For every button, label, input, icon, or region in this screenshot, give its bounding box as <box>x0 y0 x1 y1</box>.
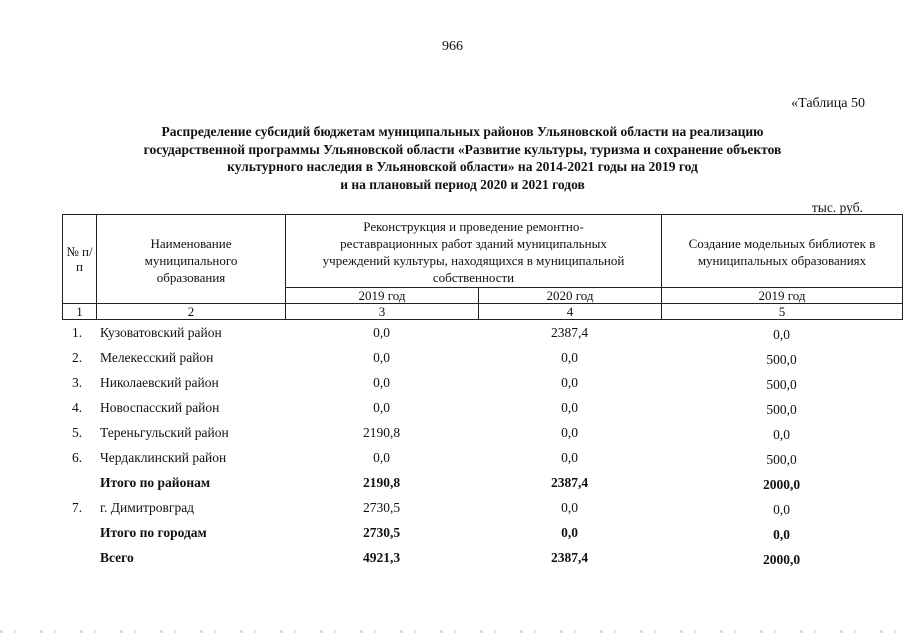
title-line: культурного наследия в Ульяновской области» на 2014-2021 годы на 2019 год <box>227 159 698 174</box>
row-name: Кузоватовский район <box>100 324 222 340</box>
row-number: 2. <box>72 349 83 365</box>
row-name: г. Димитровград <box>100 499 195 515</box>
row-value-2019: 4921,3 <box>362 549 401 565</box>
row-value-libraries-2019: 0,0 <box>773 427 790 442</box>
row-name: Новоспасский район <box>100 399 220 415</box>
table-body <box>62 320 902 570</box>
row-name: Всего <box>100 549 134 565</box>
row-value-libraries-2019: 500,0 <box>766 352 797 367</box>
title-line: государственной программы Ульяновской области «Развитие культуры, туризма и сохранение объектов <box>143 141 782 157</box>
header-index: 5 <box>662 304 903 320</box>
row-value-2019: 2190,8 <box>362 474 401 490</box>
table-title <box>60 123 865 193</box>
header-col-reconstruction: Реконструкция и проведение ремонтно-реставрационных работ зданий муниципальных учреждений культуры, находящихся в муниципальной собственности <box>286 215 662 288</box>
header-year-2019: 2019 год <box>286 288 479 304</box>
header-index: 3 <box>286 304 479 320</box>
page-number: 966 <box>442 39 463 54</box>
row-value-2019: 0,0 <box>373 324 390 340</box>
row-number: 4. <box>72 399 83 415</box>
table-row <box>62 320 902 345</box>
row-value-libraries-2019: 500,0 <box>766 452 797 467</box>
row-number: 7. <box>72 499 83 515</box>
table-reference: «Таблица 50 <box>791 96 865 111</box>
row-value-libraries-2019: 500,0 <box>766 377 797 392</box>
table-row <box>62 470 902 495</box>
row-value-2020: 0,0 <box>561 449 578 465</box>
header-index: 1 <box>63 304 97 320</box>
title-line: Распределение субсидий бюджетам муниципальных районов Ульяновской области на реализацию <box>161 124 764 139</box>
table-row <box>62 495 902 520</box>
row-name: Чердаклинский район <box>100 449 227 465</box>
row-value-2019: 2730,5 <box>362 499 401 515</box>
row-value-libraries-2019: 2000,0 <box>762 552 801 567</box>
table-row <box>62 420 902 445</box>
row-value-2019: 0,0 <box>373 374 390 390</box>
row-value-2020: 0,0 <box>561 424 578 440</box>
table-row <box>62 520 902 545</box>
row-name: Итого по районам <box>100 474 211 490</box>
header-index: 2 <box>97 304 286 320</box>
table-row <box>62 370 902 395</box>
row-number: 5. <box>72 424 83 440</box>
row-number <box>62 470 96 495</box>
row-name: Тереньгульский район <box>100 424 229 440</box>
row-value-2020: 0,0 <box>561 524 578 540</box>
row-value-libraries-2019: 0,0 <box>773 502 790 517</box>
row-value-2019: 0,0 <box>373 449 390 465</box>
row-value-2020: 0,0 <box>561 374 578 390</box>
row-value-libraries-2019: 0,0 <box>773 327 790 342</box>
row-value-2020: 0,0 <box>561 349 578 365</box>
header-year-2019-libraries: 2019 год <box>662 288 903 304</box>
header-col-name: Наименование муниципального образования <box>97 215 286 304</box>
header-year-2020: 2020 год <box>479 288 662 304</box>
header-index: 4 <box>479 304 662 320</box>
row-value-2020: 2387,4 <box>550 549 589 565</box>
row-value-2019: 2190,8 <box>362 424 401 440</box>
title-line: и на плановый период 2020 и 2021 годов <box>340 176 585 192</box>
table-header <box>62 214 903 320</box>
units-label: тыс. руб. <box>811 200 863 215</box>
table-row <box>62 545 902 570</box>
row-value-libraries-2019: 0,0 <box>773 527 790 542</box>
row-number: 3. <box>72 374 83 390</box>
row-value-2020: 2387,4 <box>550 324 589 340</box>
row-value-2019: 2730,5 <box>362 524 401 540</box>
table-row <box>62 445 902 470</box>
header-col-libraries: Создание модельных библиотек в муниципальных образованиях <box>662 215 903 288</box>
header-col-num: № п/п <box>63 215 97 304</box>
row-name: Итого по городам <box>100 524 207 540</box>
row-value-libraries-2019: 2000,0 <box>762 477 801 492</box>
row-number <box>62 545 96 570</box>
row-value-2019: 0,0 <box>373 349 390 365</box>
row-number <box>62 520 96 545</box>
row-value-2019: 0,0 <box>373 399 390 415</box>
row-number: 6. <box>72 449 83 465</box>
row-name: Мелекесский район <box>100 349 214 365</box>
scan-artifact <box>0 630 905 633</box>
table-row <box>62 395 902 420</box>
row-value-2020: 0,0 <box>561 499 578 515</box>
row-name: Николаевский район <box>100 374 219 390</box>
table-row <box>62 345 902 370</box>
row-value-libraries-2019: 500,0 <box>766 402 797 417</box>
row-value-2020: 2387,4 <box>550 474 589 490</box>
row-number: 1. <box>72 324 83 340</box>
row-value-2020: 0,0 <box>561 399 578 415</box>
